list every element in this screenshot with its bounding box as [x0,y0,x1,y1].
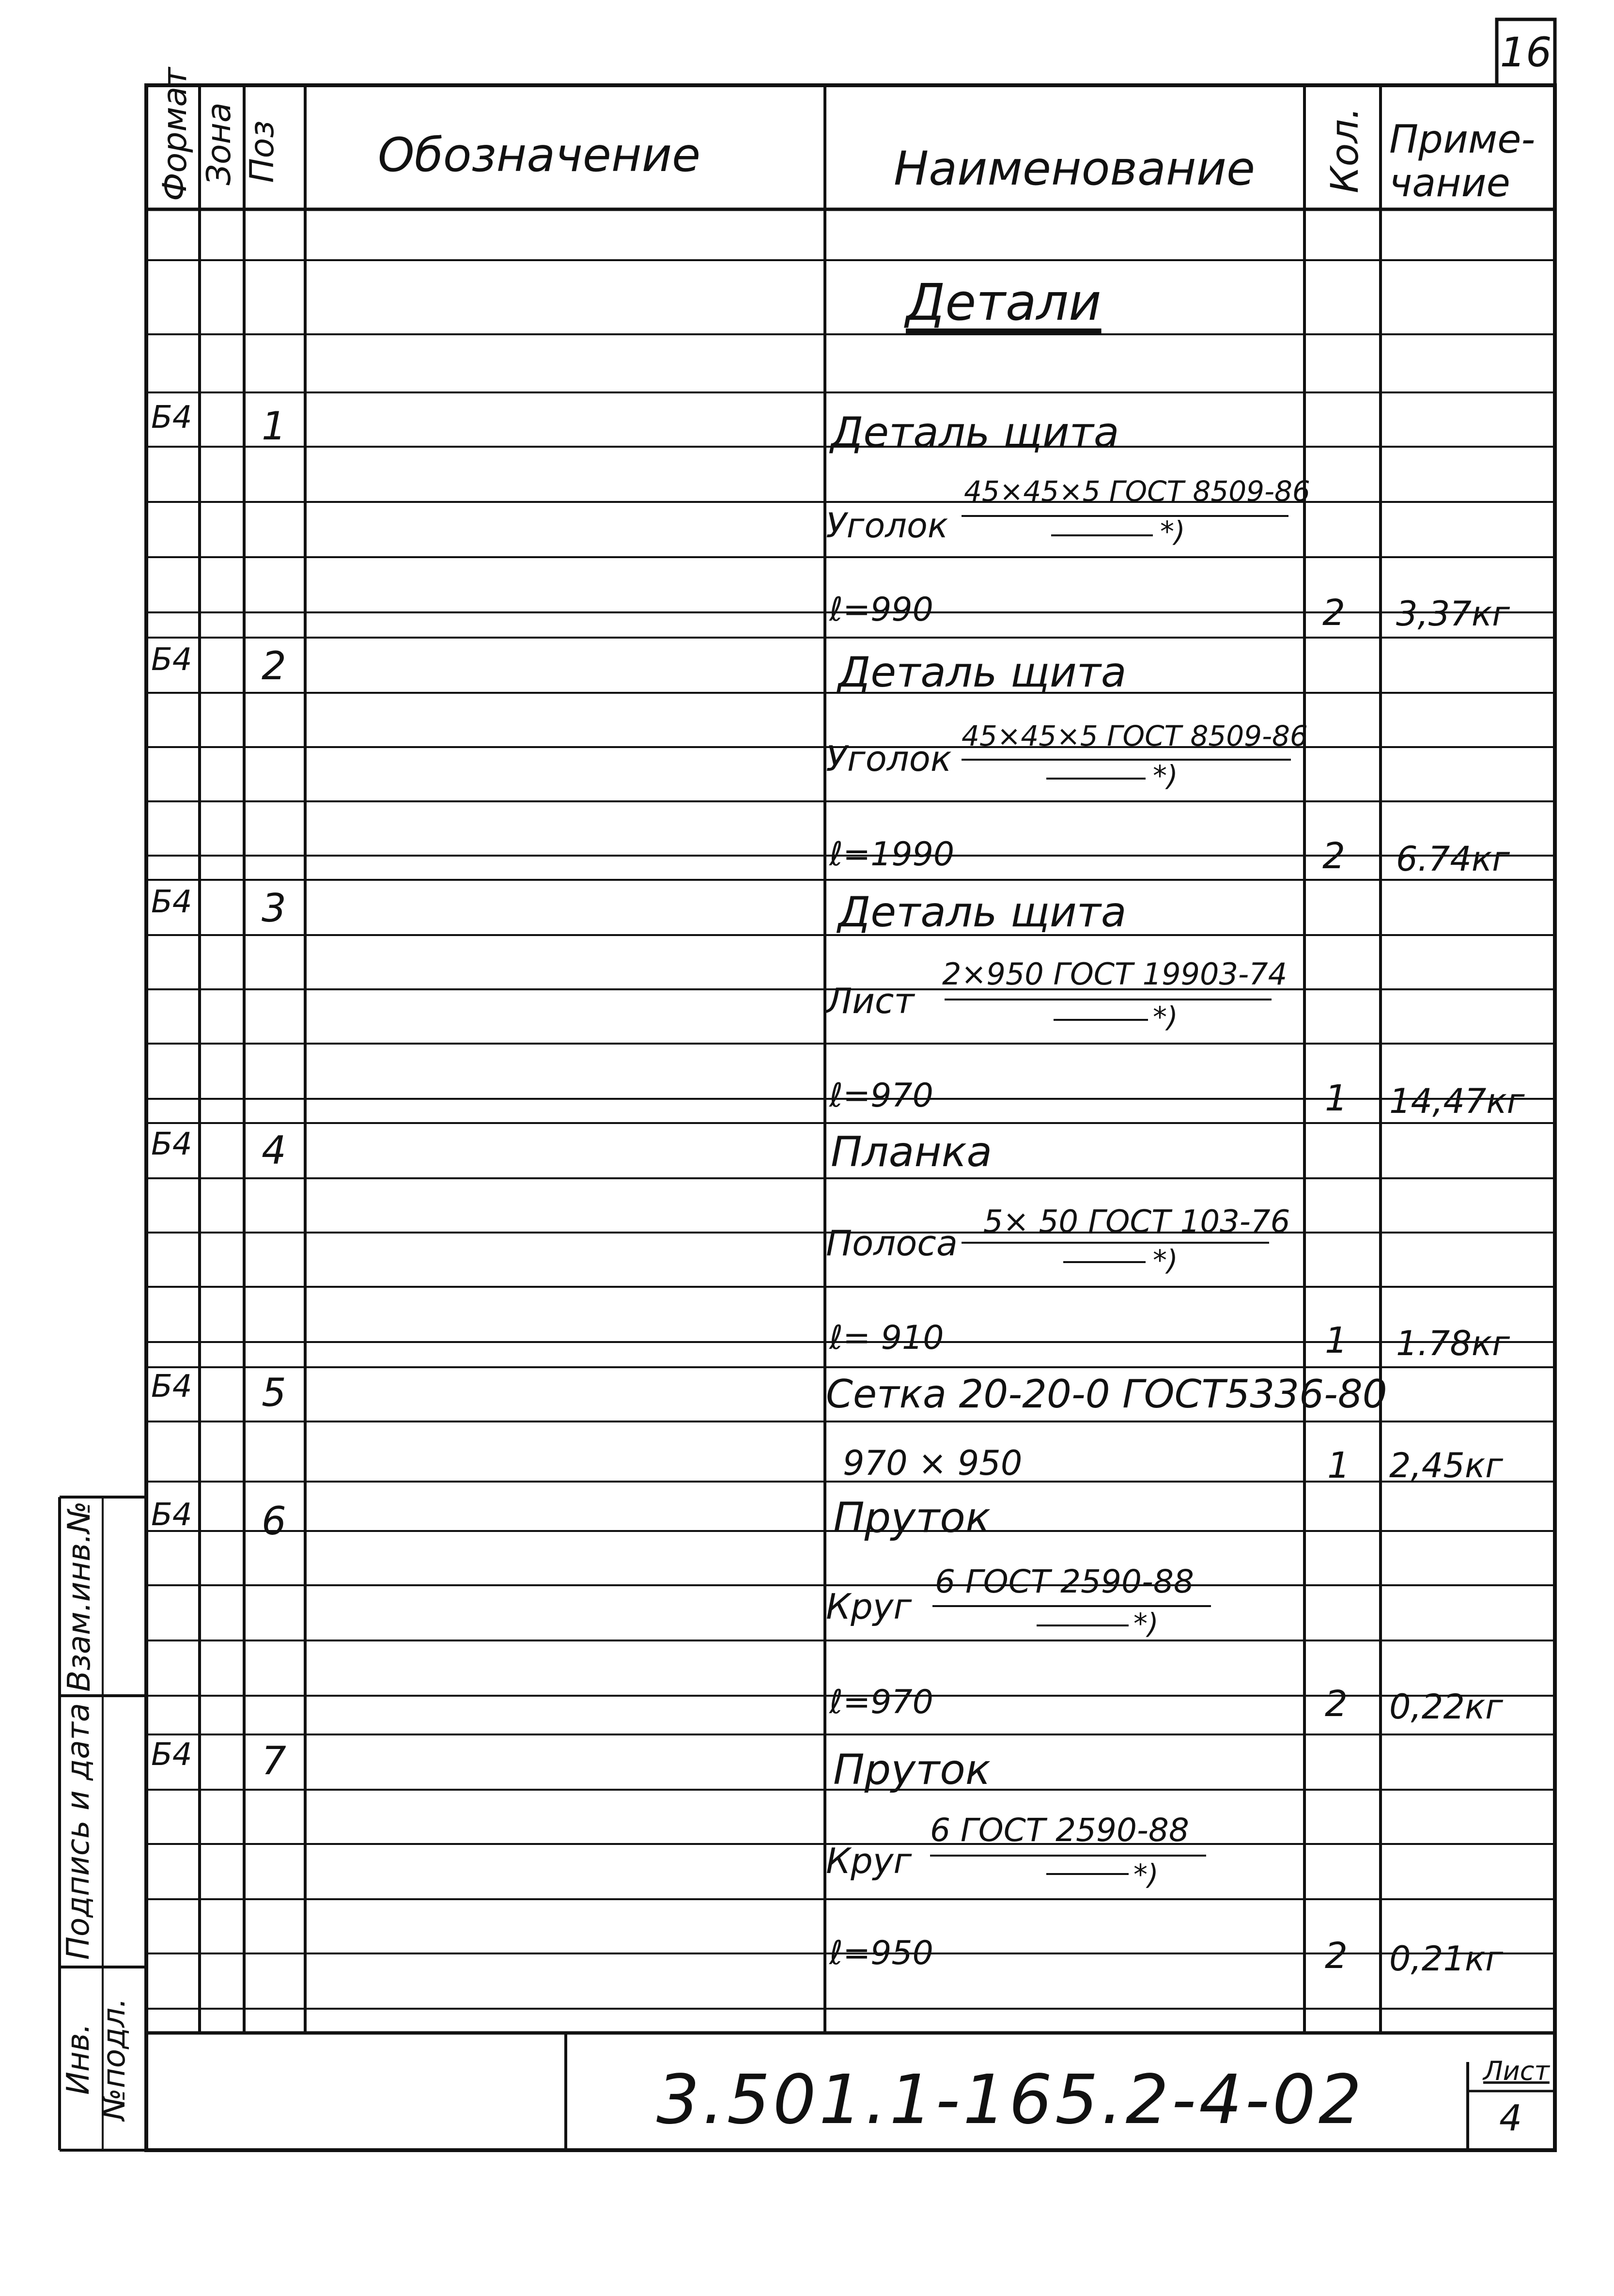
item-length: ℓ= 910 [829,1319,944,1357]
item-length: ℓ=1990 [829,835,955,874]
item-profile: Полоса [826,1223,958,1264]
item-size: 970 × 950 [843,1443,1023,1483]
item-format: Б4 [151,642,192,678]
item-position: 6 [262,1499,286,1544]
item-profile: Уголок [826,738,952,779]
item-format: Б4 [151,1497,192,1533]
item-length: ℓ=990 [829,591,933,629]
item-qty: 1 [1325,1078,1348,1119]
item-mark: *) [1133,1607,1159,1640]
item-profile: Лист [826,981,915,1021]
item-position: 1 [262,404,286,449]
item-qty: 2 [1322,592,1346,634]
item-position: 4 [262,1128,286,1173]
item-position: 3 [262,886,286,931]
item-title: Деталь щита [838,648,1127,697]
item-title: Пруток [833,1746,991,1794]
sheet-index: 4 [1499,2097,1522,2139]
item-mark: *) [1153,1244,1178,1277]
document-number: 3.501.1-165.2-4-02 [656,2061,1365,2140]
item-spec: 45×45×5 ГОСТ 8509-86 [964,475,1310,508]
stamp-vzam-inv: Взам.инв.№ [62,1501,97,1692]
header-note-line2: чание [1389,160,1510,205]
item-qty: 2 [1322,835,1346,877]
stamp-inv-podl: Инв. №подл. [61,1998,132,2121]
item-spec: 5× 50 ГОСТ 103-76 [983,1204,1290,1240]
header-note-line1: Приме- [1389,117,1536,162]
item-position: 2 [262,643,286,688]
header-designation: Обозначение [378,128,701,182]
item-spec: 45×45×5 ГОСТ 8509-86 [962,719,1308,752]
item-qty: 2 [1325,1683,1348,1725]
stamp-signature-date: Подпись и дата [61,1702,96,1960]
item-format: Б4 [151,400,192,436]
item-position: 5 [262,1370,286,1415]
item-mark: *) [1153,1000,1178,1033]
item-title: Сетка 20-20-0 ГОСТ5336-80 [826,1372,1387,1417]
item-mark: *) [1133,1858,1159,1891]
item-note: 3,37кг [1396,594,1510,634]
item-format: Б4 [151,1126,192,1162]
item-length: ℓ=970 [829,1683,933,1721]
header-pos: Поз [243,120,281,183]
section-title: Детали [906,273,1102,332]
item-qty: 2 [1325,1935,1348,1977]
item-note: 0,21кг [1389,1939,1503,1979]
item-note: 1.78кг [1396,1324,1510,1363]
item-qty: 1 [1327,1445,1350,1486]
item-title: Планка [831,1128,993,1176]
item-title: Деталь щита [831,408,1119,457]
sheet-number: 16 [1500,29,1552,76]
item-note: 0,22кг [1389,1687,1503,1727]
item-mark: *) [1160,515,1185,548]
sheet-label: Лист [1483,2056,1550,2086]
item-note: 6.74кг [1396,839,1510,879]
item-format: Б4 [151,884,192,920]
item-length: ℓ=970 [829,1077,933,1115]
item-position: 7 [262,1738,286,1783]
item-spec: 6 ГОСТ 2590-88 [935,1563,1194,1600]
header-name: Наименование [894,141,1256,196]
item-format: Б4 [151,1737,192,1773]
item-profile: Уголок [826,506,948,546]
item-note: 14,47кг [1389,1081,1525,1121]
item-title: Деталь щита [838,888,1127,937]
header-qty: Кол. [1323,107,1367,193]
item-title: Пруток [833,1494,991,1542]
item-qty: 1 [1325,1320,1348,1361]
item-length: ℓ=950 [829,1934,933,1972]
item-spec: 2×950 ГОСТ 19903-74 [942,956,1288,992]
item-profile: Круг [826,1841,912,1881]
item-format: Б4 [151,1369,192,1405]
item-profile: Круг [826,1586,912,1627]
item-mark: *) [1153,759,1178,792]
item-spec: 6 ГОСТ 2590-88 [930,1812,1189,1849]
item-note: 2,45кг [1389,1446,1503,1485]
header-zone: Зона [200,102,238,186]
header-format: Формат [156,67,194,201]
